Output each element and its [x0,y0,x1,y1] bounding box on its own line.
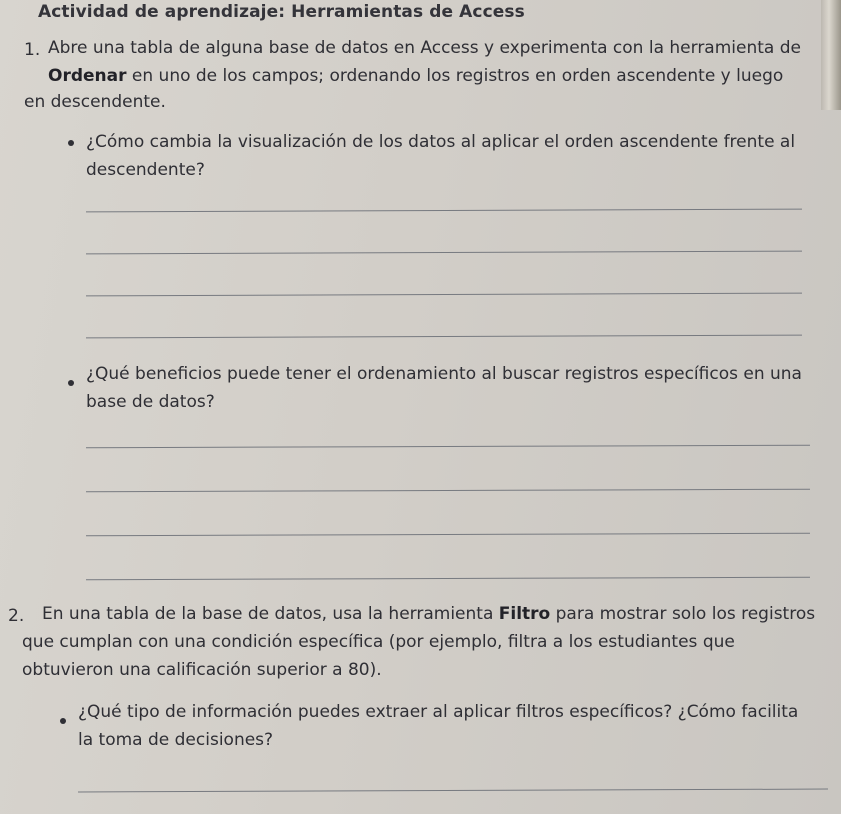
question-2-continuation [22,628,832,684]
question-1-bullet-2-line-1: ¿Qué beneficios puede tener el ordenamiento al buscar registros específicos en una [86,364,802,384]
bullet-dot [68,140,74,146]
question-2-line-2: que cumplan con una condición específica (por ejemplo, filtra a los estudiantes que [22,632,735,652]
question-1-text [48,34,828,90]
answer-line[interactable] [78,789,828,793]
answer-line[interactable] [86,251,802,255]
question-2-line-1 [42,600,832,628]
answer-line[interactable] [86,489,810,493]
question-1-line-2 [48,62,828,90]
question-2-bullet-1 [78,698,830,754]
question-1-bullet-1-line-1: ¿Cómo cambia la visualización de los datos al aplicar el orden ascendente frente al [86,132,796,152]
question-1-bullet-2 [86,360,826,416]
question-2-line-1-start: En una tabla de la base de datos, usa la herramienta [42,604,499,624]
answer-line[interactable] [86,445,810,449]
answer-line[interactable] [86,533,810,537]
answer-line[interactable] [86,335,802,339]
question-1-line-1: Abre una tabla de alguna base de datos en Access y experimenta con la herramienta de [48,38,801,58]
question-1-bullet-2-line-2: base de datos? [86,392,215,412]
question-2-text [42,600,832,628]
question-1-line-3: en descendente. [24,92,166,112]
answer-line[interactable] [86,293,802,297]
ordenar-bold: Ordenar [48,66,127,86]
question-1-number: 1. [24,40,41,60]
question-2-line-1-end: para mostrar solo los registros [550,604,816,624]
question-1-bullet-1-line-2: descendente? [86,160,205,180]
question-2-line-3: obtuvieron una calificación superior a 80). [22,660,382,680]
page-title: Actividad de aprendizaje: Herramientas de Access [38,2,525,22]
question-2-number: 2. [8,606,25,626]
bullet-dot [68,380,74,386]
filtro-bold: Filtro [498,604,551,624]
question-2-bullet-1-line-1: ¿Qué tipo de información puedes extraer al aplicar filtros específicos? ¿Cómo facilita [78,702,799,722]
answer-line[interactable] [86,209,802,213]
question-1-bullet-1 [86,128,826,184]
question-1-line-2-rest: en uno de los campos; ordenando los registros en orden ascendente y luego [126,66,784,86]
answer-line[interactable] [86,577,810,581]
question-2-bullet-1-line-2: la toma de decisiones? [78,730,274,750]
bullet-dot [60,718,66,724]
